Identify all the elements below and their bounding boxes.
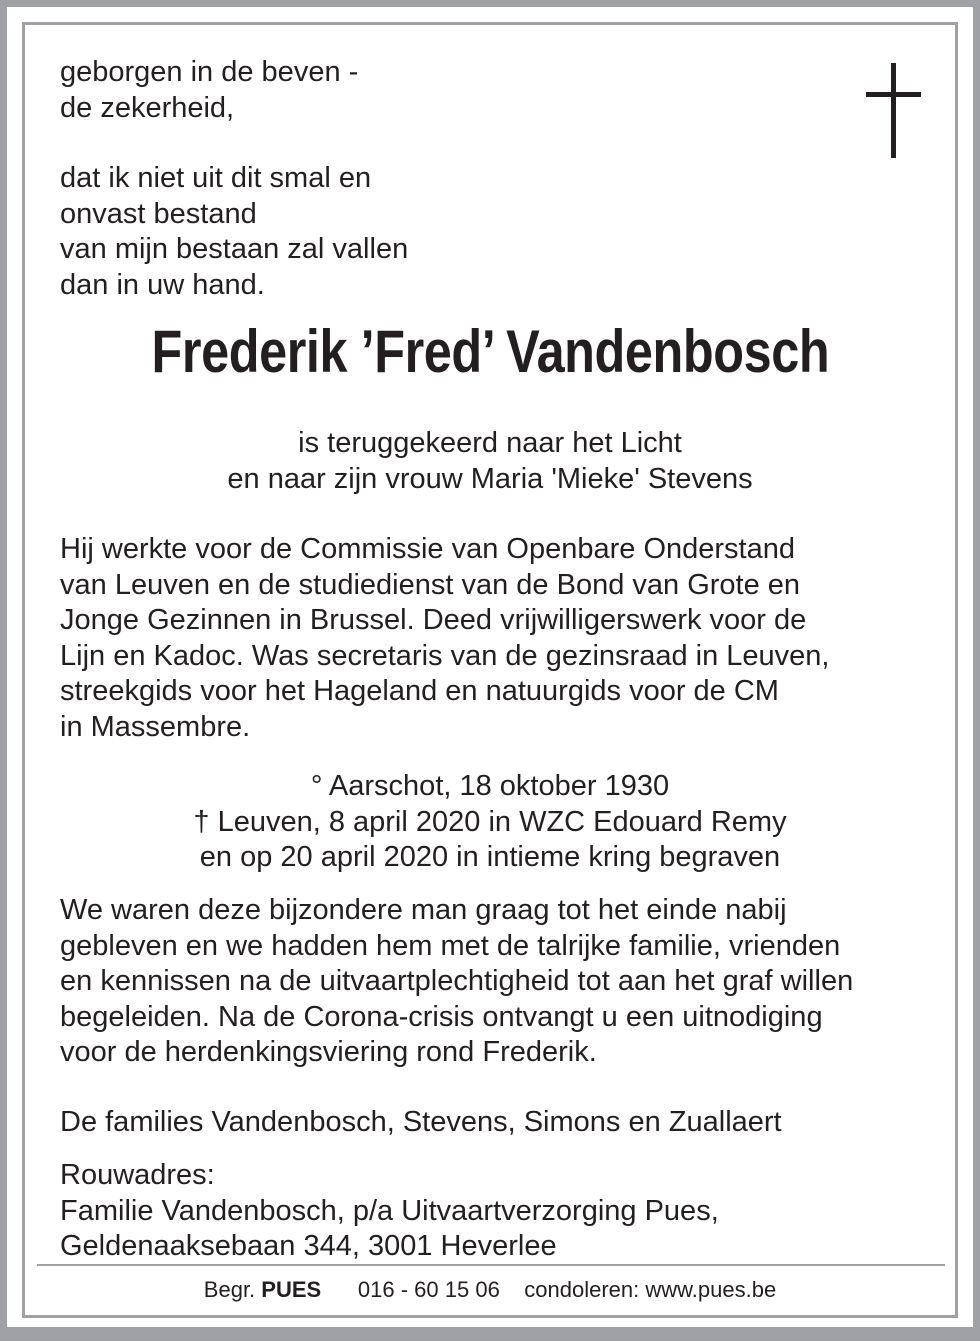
deceased-name [22,318,958,386]
death-line: † Leuven, 8 april 2020 in WZC Edouard Remy [193,805,787,838]
birth-line: ° Aarschot, 18 oktober 1930 [310,770,670,802]
subtitle-line: is teruggekeerd naar het Licht [298,427,682,459]
poem-line: dan in uw hand. [60,268,265,301]
bio-line: in Massembre. [60,710,251,743]
families [60,1105,782,1141]
poem-stanza-2 [60,161,408,303]
bio-line: Jonge Gezinnen in Brussel. Deed vrijwilligerswerk voor de [60,604,807,636]
address-label: Rouwadres: [60,1159,215,1191]
bio-line: van Leuven en de studiedienst van de Bond van Grote en [60,568,801,601]
message-line: voor de herdenkingsviering rond Frederik. [60,1036,597,1068]
dates [22,769,958,876]
latin-cross-icon [866,63,921,158]
subtitle-line: en naar zijn vrouw Maria 'Mieke' Stevens [227,462,753,495]
address [60,1158,719,1265]
poem-line: onvast bestand [60,197,257,230]
bio-line: Hij werkte voor de Commissie van Openbare Onderstand [60,533,795,565]
poem-stanza-1 [60,55,358,126]
poem-line: van mijn bestaan zal vallen [60,233,409,265]
message-line: We waren deze bijzondere man graag tot het einde nabij [60,894,787,926]
footer-phone: 016 - 60 15 06 [357,1277,500,1302]
biography [60,532,829,745]
deceased-name-text: Frederik ’Fred’ Vandenbosch [151,318,829,385]
poem-line: de zekerheid, [60,91,235,124]
footer-condolence-link[interactable]: condoleren: www.pues.be [524,1277,777,1302]
funeral-company: PUES [261,1277,322,1302]
subtitle [22,426,958,497]
footer [22,1276,958,1304]
poem-line: dat ik niet uit dit smal en [60,162,372,194]
message-line: begeleiden. Na de Corona-crisis ontvangt u een uitnodiging [60,1000,823,1033]
address-line: Geldenaaksebaan 344, 3001 Heverlee [60,1230,557,1262]
footer-prefix: Begr. [203,1277,256,1302]
footer-divider [37,1264,945,1266]
address-line: Familie Vandenbosch, p/a Uitvaartverzorging Pues, [60,1194,719,1227]
poem-line: geborgen in de beven - [60,56,359,88]
families-line: De families Vandenbosch, Stevens, Simons en Zuallaert [60,1106,782,1138]
bio-line: Lijn en Kadoc. Was secretaris van de gezinsraad in Leuven, [60,639,830,672]
message-line: en kennissen na de uitvaartplechtigheid tot aan het graf willen [60,965,854,997]
message-line: gebleven en we hadden hem met de talrijke familie, vrienden [60,929,841,962]
bio-line: streekgids voor het Hageland en natuurgids voor de CM [60,675,779,707]
burial-line: en op 20 april 2020 in intieme kring begraven [199,841,781,873]
message [60,893,853,1071]
